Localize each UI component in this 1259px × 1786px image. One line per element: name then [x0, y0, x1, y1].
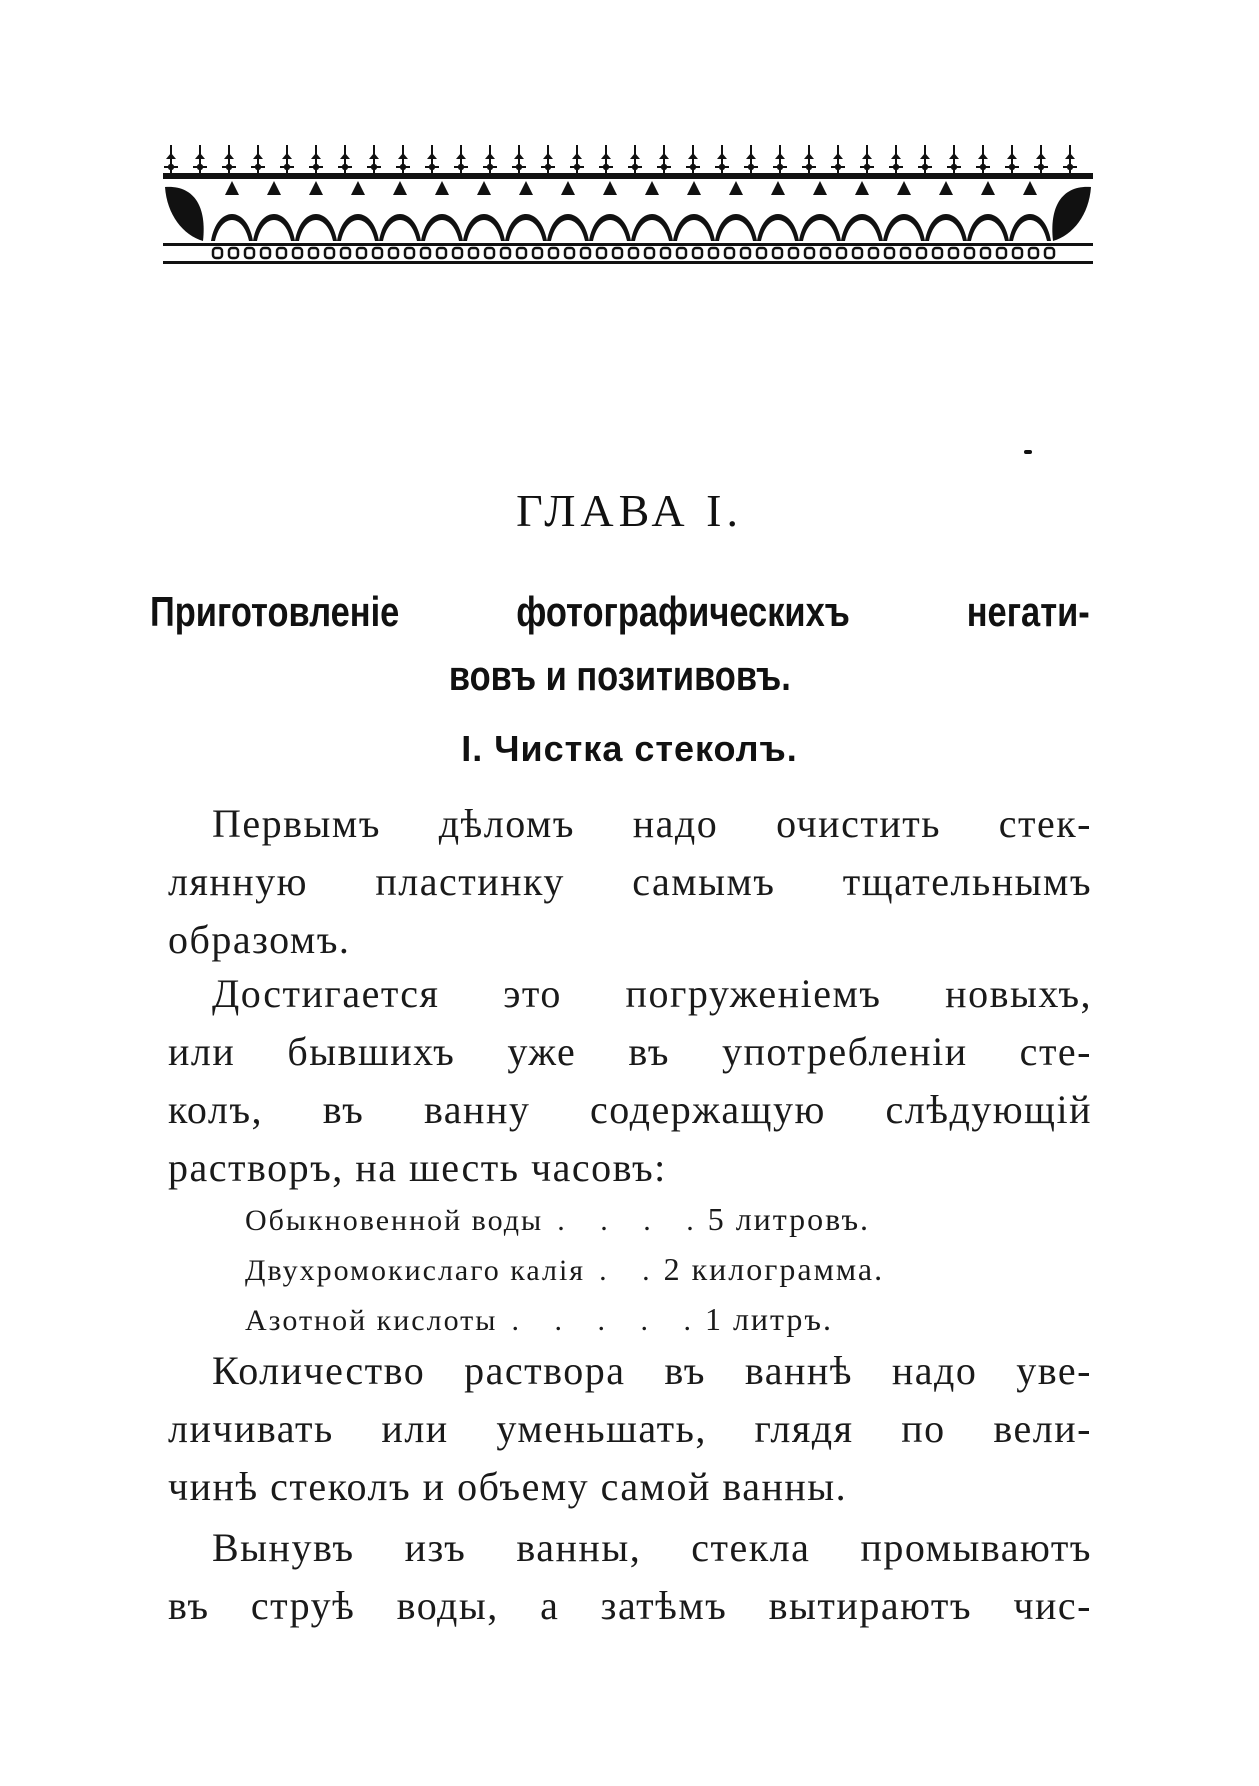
ornament-fleur — [193, 145, 207, 173]
ornament-bead — [325, 248, 334, 258]
ornament-bead — [517, 248, 526, 258]
ornament-bead — [1045, 248, 1054, 258]
paragraph-2-line: Достигается это погруженiемъ новыхъ, — [212, 971, 1092, 1016]
ornament-fleur — [280, 145, 294, 173]
ornament-tooth — [603, 181, 617, 195]
ornament-arch — [631, 214, 673, 241]
ornament-bead — [229, 248, 238, 258]
section-heading: I. Чистка стеколъ. — [461, 728, 798, 769]
ornament-tooth — [267, 181, 281, 195]
ornament-arch — [673, 214, 715, 241]
ornament-fleur — [164, 145, 178, 173]
ornament-bead — [501, 248, 510, 258]
ornament-bead — [661, 248, 670, 258]
header-ornament — [163, 145, 1093, 265]
ornament-tooth — [855, 181, 869, 195]
ornament-bead — [389, 248, 398, 258]
ornament-bead — [885, 248, 894, 258]
ornament-bead — [917, 248, 926, 258]
ornament-arch — [757, 214, 799, 241]
ornament-bead — [693, 248, 702, 258]
ornament-bead — [245, 248, 254, 258]
ornament-tooth — [519, 181, 533, 195]
ornament-arch — [967, 214, 1009, 241]
ornament-fleur — [425, 145, 439, 173]
ornament-fleur — [338, 145, 352, 173]
ornament-bead — [277, 248, 286, 258]
ornament-fleur — [686, 145, 700, 173]
ornament-bead — [373, 248, 382, 258]
ornament-fleur — [657, 145, 671, 173]
ornament-arch — [925, 214, 967, 241]
chapter-title-line-2: вовъ и позитивовъ. — [448, 652, 791, 699]
ornament-bead — [485, 248, 494, 258]
ornament-tooth — [561, 181, 575, 195]
ornament-bead — [965, 248, 974, 258]
ornament-bead — [1029, 248, 1038, 258]
ornament-bead — [437, 248, 446, 258]
ornament-fleur — [396, 145, 410, 173]
ornament-fleur — [1005, 145, 1019, 173]
ornament-bead — [581, 248, 590, 258]
paragraph-4 — [168, 1519, 1092, 1635]
ornament-bead — [629, 248, 638, 258]
paragraph-3-line: чинѣ стеколъ и объему самой ванны. — [168, 1464, 848, 1509]
paragraph-2-line: растворъ, на шесть часовъ: — [168, 1145, 667, 1190]
ornament-bead — [805, 248, 814, 258]
ornament-bead — [1013, 248, 1022, 258]
ornament-tooth — [939, 181, 953, 195]
ornament-bead — [725, 248, 734, 258]
ornament-fleur — [454, 145, 468, 173]
ornament-fleur — [744, 145, 758, 173]
ornament-tooth — [477, 181, 491, 195]
ornament-fleur — [947, 145, 961, 173]
ornament-arch — [505, 214, 547, 241]
paragraph-1 — [168, 795, 1092, 969]
ornament-bead — [901, 248, 910, 258]
ornament-bead — [293, 248, 302, 258]
paragraph-4-line: въ струѣ воды, а затѣмъ вытираютъ чис- — [168, 1583, 1092, 1628]
ornament-fleur — [628, 145, 642, 173]
ornament-bead — [341, 248, 350, 258]
ornament-fleur — [773, 145, 787, 173]
ornament-arch — [337, 214, 379, 241]
paragraph-2-line: колъ, въ ванну содержащую слѣдующiй — [168, 1087, 1092, 1132]
ornament-bead — [757, 248, 766, 258]
ornament-bead — [981, 248, 990, 258]
ornament-arch — [295, 214, 337, 241]
paragraph-1-line: Первымъ дѣломъ надо очистить стек- — [212, 801, 1092, 846]
paragraph-2 — [168, 965, 1092, 1197]
ornament-tooth — [729, 181, 743, 195]
chapter-title-line-1: Приготовленiе фотографическихъ негати- — [150, 588, 1090, 635]
ornament-tooth — [897, 181, 911, 195]
ornament-arch — [883, 214, 925, 241]
ornament-bead — [677, 248, 686, 258]
ornament-fleur — [1034, 145, 1048, 173]
ornament-arch — [799, 214, 841, 241]
ornament-bead — [853, 248, 862, 258]
ornament-tooth — [813, 181, 827, 195]
ornament-bead — [741, 248, 750, 258]
recipe-list — [245, 1195, 1065, 1345]
recipe-quantity: 5 литровъ. — [707, 1201, 871, 1237]
paragraph-2-line: или бывшихъ уже въ употребленiи сте- — [168, 1029, 1092, 1074]
ornament-bead — [405, 248, 414, 258]
ornament-fleur — [715, 145, 729, 173]
ornament-bead — [421, 248, 430, 258]
ornament-bead — [821, 248, 830, 258]
ornament-bead — [309, 248, 318, 258]
recipe-ingredient: Двухромокислаго калія — [245, 1254, 586, 1287]
ornament-arch — [463, 214, 505, 241]
recipe-quantity: 1 литръ. — [704, 1301, 833, 1337]
ornament-bead — [613, 248, 622, 258]
paragraph-3-line: личивать или уменьшать, глядя по вели- — [168, 1406, 1092, 1451]
ornament-tooth — [309, 181, 323, 195]
ornament-arch — [589, 214, 631, 241]
ornament-bead — [997, 248, 1006, 258]
ornament-fleur — [367, 145, 381, 173]
ornament-bead — [645, 248, 654, 258]
recipe-leader-dots: . . . . . — [511, 1304, 705, 1337]
ornament-bead — [549, 248, 558, 258]
ornament-arch — [841, 214, 883, 241]
ornament-tooth — [435, 181, 449, 195]
print-speck — [1024, 450, 1032, 454]
ornament-bead — [565, 248, 574, 258]
ornament-bead — [837, 248, 846, 258]
ornament-bead — [949, 248, 958, 258]
ornament-fleur — [889, 145, 903, 173]
recipe-ingredient: Обыкновенной воды — [245, 1204, 544, 1237]
paragraph-4-line: Вынувъ изъ ванны, стекла промываютъ — [212, 1525, 1092, 1570]
ornament-fleur — [831, 145, 845, 173]
ornament-fleur — [570, 145, 584, 173]
ornament-tooth — [1023, 181, 1037, 195]
recipe-leader-dots: . . . . — [557, 1204, 708, 1237]
ornament-bead — [469, 248, 478, 258]
ornament-bead — [597, 248, 606, 258]
ornament-fleur — [309, 145, 323, 173]
ornament-fleur — [860, 145, 874, 173]
recipe-item — [245, 1245, 1065, 1295]
ornament-fleur — [599, 145, 613, 173]
ornament-arch — [715, 214, 757, 241]
ornament-arch — [211, 214, 253, 241]
chapter-title — [150, 580, 1090, 708]
recipe-ingredient: Азотной кислоты — [245, 1304, 498, 1337]
ornament-fleur — [483, 145, 497, 173]
ornament-tooth — [687, 181, 701, 195]
ornament-tooth — [351, 181, 365, 195]
chapter-heading: ГЛАВА I. — [516, 485, 743, 536]
ornament-tooth — [771, 181, 785, 195]
ornament-tooth — [393, 181, 407, 195]
ornament-arch — [253, 214, 295, 241]
paragraph-1-line: лянную пластинку самымъ тщательнымъ — [168, 859, 1092, 904]
ornament-fleur — [976, 145, 990, 173]
paragraph-3 — [168, 1342, 1092, 1516]
ornament-arch — [379, 214, 421, 241]
ornament-fleur — [1063, 145, 1077, 173]
ornament-arch — [421, 214, 463, 241]
ornament-bead — [453, 248, 462, 258]
ornament-bead — [789, 248, 798, 258]
ornament-fleur — [251, 145, 265, 173]
ornament-arch — [547, 214, 589, 241]
ornament-tooth — [645, 181, 659, 195]
ornament-bead — [933, 248, 942, 258]
ornament-bead — [773, 248, 782, 258]
ornament-arch — [1009, 214, 1051, 241]
recipe-item — [245, 1295, 1065, 1345]
ornament-fleur — [512, 145, 526, 173]
ornament-bead — [869, 248, 878, 258]
ornament-bead — [357, 248, 366, 258]
ornament-tooth — [981, 181, 995, 195]
ornament-fleur — [222, 145, 236, 173]
ornament-bead — [709, 248, 718, 258]
recipe-leader-dots: . . — [599, 1254, 664, 1287]
recipe-quantity: 2 килограмма. — [663, 1251, 885, 1287]
ornament-bead — [213, 248, 222, 258]
ornament-tooth — [225, 181, 239, 195]
ornament-fleur — [541, 145, 555, 173]
paragraph-1-line: образомъ. — [168, 917, 351, 962]
ornament-fleur — [802, 145, 816, 173]
ornament-bead — [261, 248, 270, 258]
ornament-fleur — [918, 145, 932, 173]
ornament-bead — [533, 248, 542, 258]
paragraph-3-line: Количество раствора въ ваннѣ надо уве- — [212, 1348, 1092, 1393]
recipe-item — [245, 1195, 1065, 1245]
